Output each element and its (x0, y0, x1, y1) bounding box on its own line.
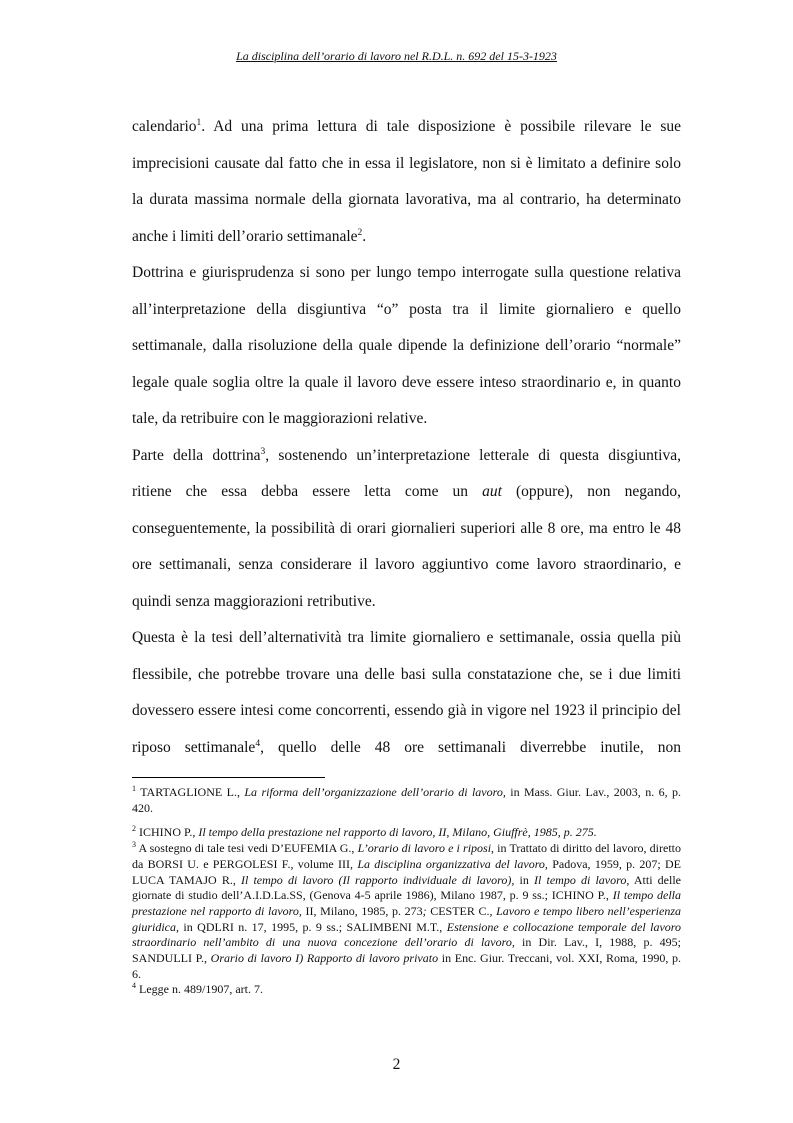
footnote-2 (132, 825, 681, 841)
footnote-ref-3: 3 (260, 446, 266, 457)
footnote-title: ; (422, 903, 427, 918)
footnote-title: Lavoro e tempo libero nell’esperienza giuridica, (132, 903, 681, 934)
footnotes (132, 785, 681, 998)
footnote-number: 2 (132, 824, 136, 834)
footnote-text: in QDLRI n. 17, 1995, p. 9 ss.; SALIMBENI M.T., (179, 919, 447, 934)
running-header (0, 49, 793, 63)
footnote-text: ICHINO P., (136, 825, 199, 840)
footnote-number: 1 (132, 784, 136, 793)
paragraph-4 (132, 620, 681, 766)
footnote-title: Orario di lavoro I) Rapporto di lavoro privato (210, 951, 439, 966)
footnote-ref-1: 1 (196, 118, 202, 128)
paragraph-text: (oppure), non negando, conseguentemente, la possibilità di orari giornalieri superiori alle 8 ore, ma entro le 48 ore settimanali, senza considerare il lavoro aggiuntivo come lavoro straordinario, e quindi senza maggiorazioni retributive. (132, 483, 682, 610)
footnote-title: L’orario di lavoro e i riposi, (357, 841, 495, 856)
paragraph-1 (132, 109, 681, 255)
paragraph-text: Questa è la tesi dell’alternatività tra limite giornaliero e settimanale, ossia quella più flessibile, che potrebbe trovare una delle basi sulla constatazione che, se i due limiti dovessero essere intesi come concorrenti, essendo già in vigore nel 1923 il principio del riposo settimanale (132, 629, 681, 756)
footnote-text: Legge n. 489/1907, art. 7. (136, 982, 263, 997)
page-number: 2 (392, 1056, 401, 1073)
running-title: La disciplina dell’orario di lavoro nel R.D.L. n. 692 del 15-3-1923 (236, 49, 557, 63)
footnote-4 (132, 982, 681, 998)
footnote-text: Atti delle giornate di studio dell’A.I.D.La.SS, (Genova 4-5 aprile 1986), Milano 1987, p. 9 ss.; ICHINO P., (132, 872, 682, 903)
footnote-number: 4 (132, 981, 136, 991)
paragraph-text: , quello delle 48 ore settimanali diverrebbe inutile, non (260, 738, 681, 756)
footnote-separator (132, 777, 325, 778)
footnote-title: Il tempo della prestazione nel rapporto di lavoro, II, Milano, Giuffrè, 1985, p. 275. (198, 825, 597, 840)
footnote-text: Padova, 1959, p. 207; DE LUCA TAMAJO R., (132, 856, 682, 887)
footnote-ref-2: 2 (357, 227, 363, 238)
paragraph-3 (132, 438, 681, 621)
paragraph-text: . (362, 227, 367, 245)
footnote-title: Estensione e collocazione temporale del lavoro straordinario nell’ambito di una nuova concezione dell’orario di lavoro, (132, 919, 681, 950)
footnote-text: II, Milano, 1985, p. 273 (301, 903, 423, 918)
footnote-title: Il tempo della prestazione nel rapporto di lavoro, (132, 888, 682, 918)
footnote-text: A sostegno di tale tesi vedi D’EUFEMIA G., (136, 841, 358, 856)
footnote-3 (132, 841, 681, 982)
footnote-text: in Mass. Giur. Lav., 2003, n. 6, p. 420. (132, 785, 682, 815)
footnote-text: in Dir. Lav., I, 1988, p. 495; SANDULLI P., (132, 935, 681, 966)
body-text (132, 109, 681, 766)
footnote-number: 3 (132, 840, 136, 850)
italic-term: aut (482, 483, 502, 500)
footnote-title: La disciplina organizzativa del lavoro, (357, 856, 548, 871)
footnote-ref-4: 4 (255, 738, 261, 749)
footnote-text: in (514, 872, 534, 887)
footnote-title: Il tempo di lavoro (Il rapporto individuale di lavoro), (240, 872, 515, 887)
paragraph-text: calendario (132, 118, 197, 135)
footnote-text: in Trattato di diritto del lavoro, diretto da BORSI U. e PERGOLESI F., volume III, (132, 841, 681, 871)
footnote-title: Il tempo di lavoro, (534, 872, 630, 887)
footnote-text: in Enc. Giur. Treccani, vol. XXI, Roma, 1990, p. 6. (132, 951, 682, 981)
footnote-title: La riforma dell’organizzazione dell’orario di lavoro, (244, 785, 506, 799)
paragraph-2: Dottrina e giurisprudenza si sono per lungo tempo interrogate sulla questione relativa all’interpretazione della disgiuntiva “o” posta tra il limite giornaliero e quello settimanale, dalla risoluzione della quale dipende la definizione dell’orario “normale” legale quale soglia oltre la quale il lavoro deve essere inteso straordinario e, in quanto tale, da retribuire con le maggiorazioni relative. (132, 264, 681, 427)
footnote-1 (132, 785, 681, 816)
paragraph-text: Parte della dottrina (132, 446, 261, 464)
paragraph-text: . Ad una prima lettura di tale disposizione è possibile rilevare le sue imprecisioni causate dal fatto che in essa il legislatore, non si è limitato a definire solo la durata massima normale della giornata lavorativa, ma al contrario, ha determinato anche i limiti dell’orario settimanale (132, 118, 681, 245)
paragraph-text: , sostenendo un’interpretazione letterale di questa disgiuntiva, ritiene che essa debba essere letta come un (132, 446, 681, 500)
footnote-text: TARTAGLIONE L., (136, 785, 245, 799)
footnote-text: CESTER C., (426, 903, 497, 918)
